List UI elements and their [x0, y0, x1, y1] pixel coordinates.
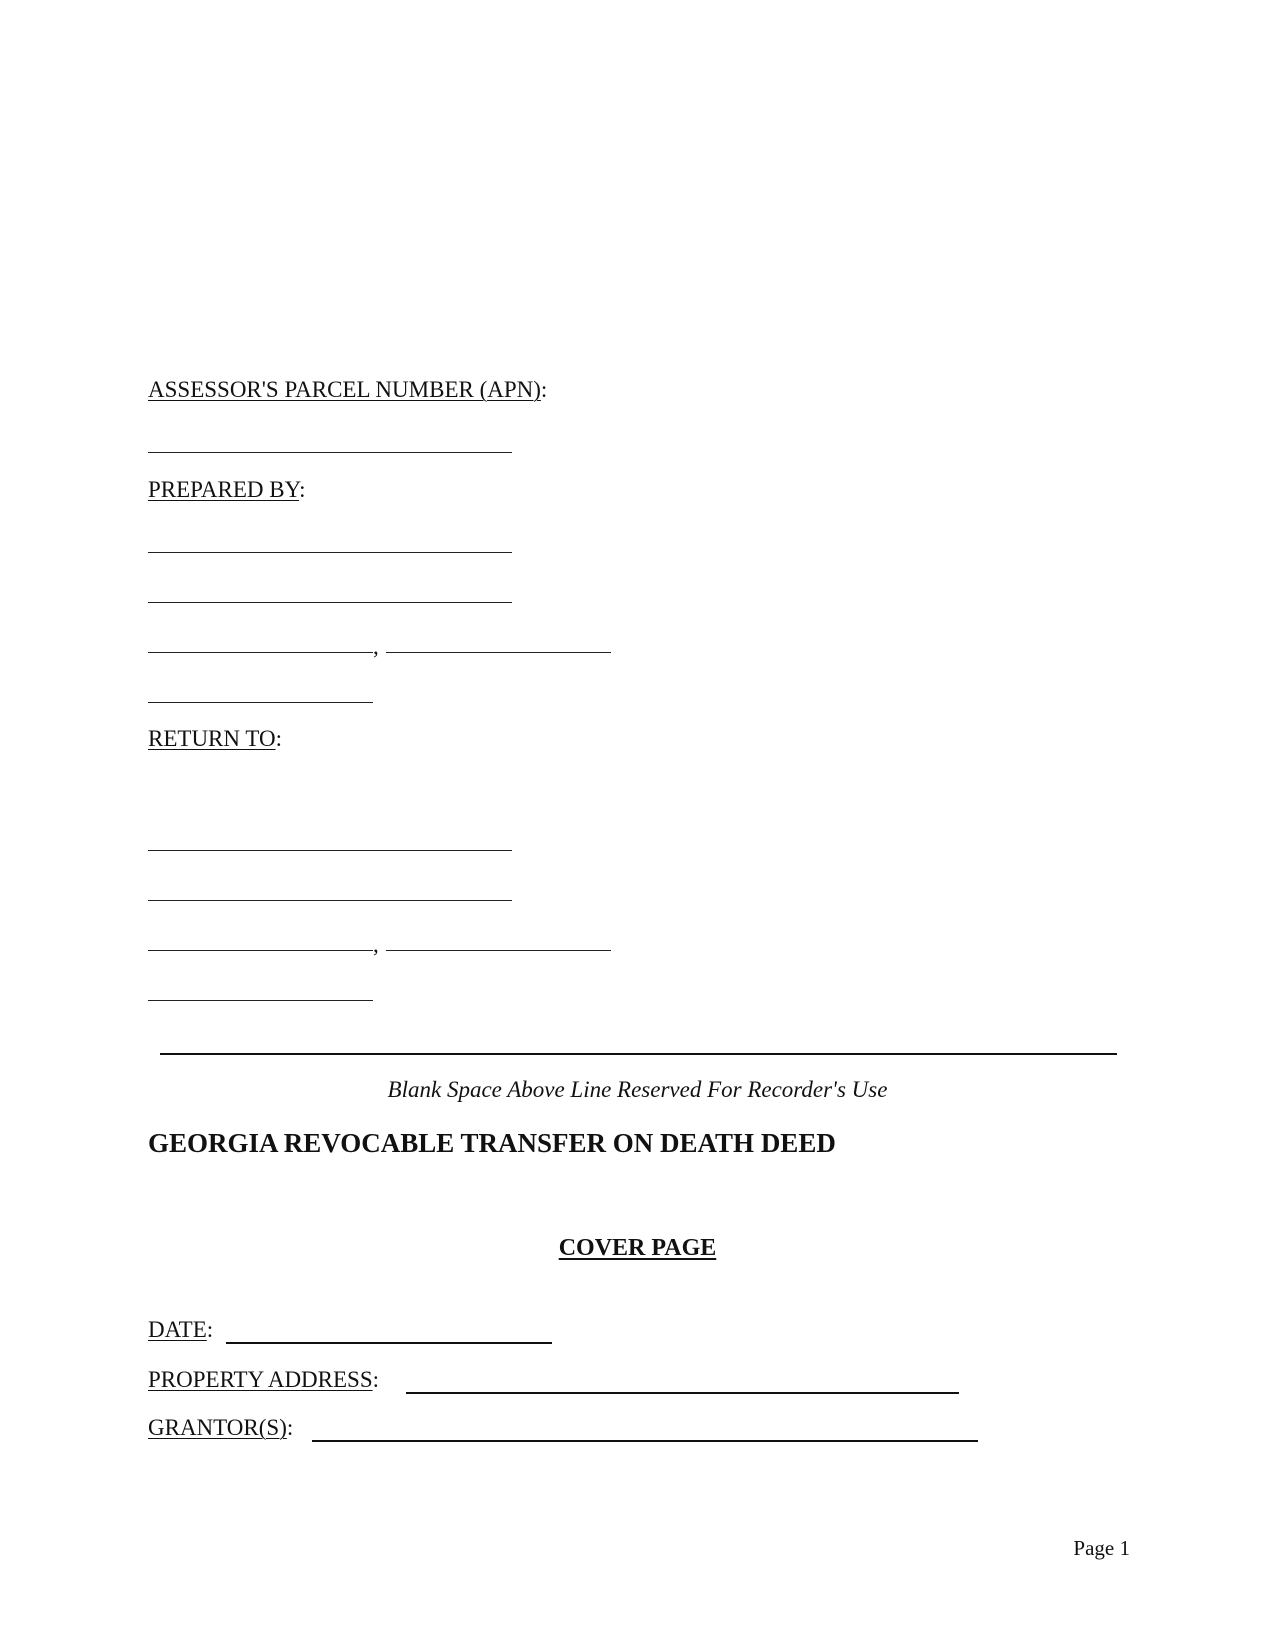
- date-label: DATE:: [148, 1317, 214, 1342]
- apn-label: ASSESSOR'S PARCEL NUMBER (APN):: [148, 377, 548, 402]
- prepared-by-address-field[interactable]: [148, 602, 512, 603]
- return-to-city-field[interactable]: [148, 950, 373, 951]
- prepared-by-name-field[interactable]: [148, 552, 512, 553]
- return-to-zip-field[interactable]: [148, 1000, 373, 1001]
- cover-page-heading: COVER PAGE: [558, 1235, 717, 1261]
- grantors-label: GRANTOR(S):: [148, 1415, 294, 1440]
- date-field[interactable]: [226, 1342, 552, 1344]
- prepared-by-city-field[interactable]: [148, 652, 373, 653]
- prepared-by-label: PREPARED BY:: [148, 477, 306, 502]
- prepared-by-state-field[interactable]: [386, 652, 611, 653]
- grantors-field[interactable]: [312, 1440, 978, 1442]
- property-address-field[interactable]: [406, 1392, 959, 1394]
- return-to-state-field[interactable]: [386, 950, 611, 951]
- apn-field[interactable]: [148, 452, 512, 453]
- property-address-label: PROPERTY ADDRESS:: [148, 1367, 380, 1392]
- return-to-name-field[interactable]: [148, 850, 512, 851]
- recorder-note: Blank Space Above Line Reserved For Recorder's Use: [387, 1077, 888, 1102]
- recorder-divider-line: [160, 1053, 1117, 1055]
- return-to-address-field[interactable]: [148, 900, 512, 901]
- return-to-comma: ,: [373, 932, 379, 957]
- prepared-by-comma: ,: [373, 634, 379, 659]
- return-to-label: RETURN TO:: [148, 726, 282, 751]
- prepared-by-zip-field[interactable]: [148, 702, 373, 703]
- document-title: GEORGIA REVOCABLE TRANSFER ON DEATH DEED: [148, 1128, 836, 1158]
- page-number: Page 1: [1073, 1536, 1130, 1560]
